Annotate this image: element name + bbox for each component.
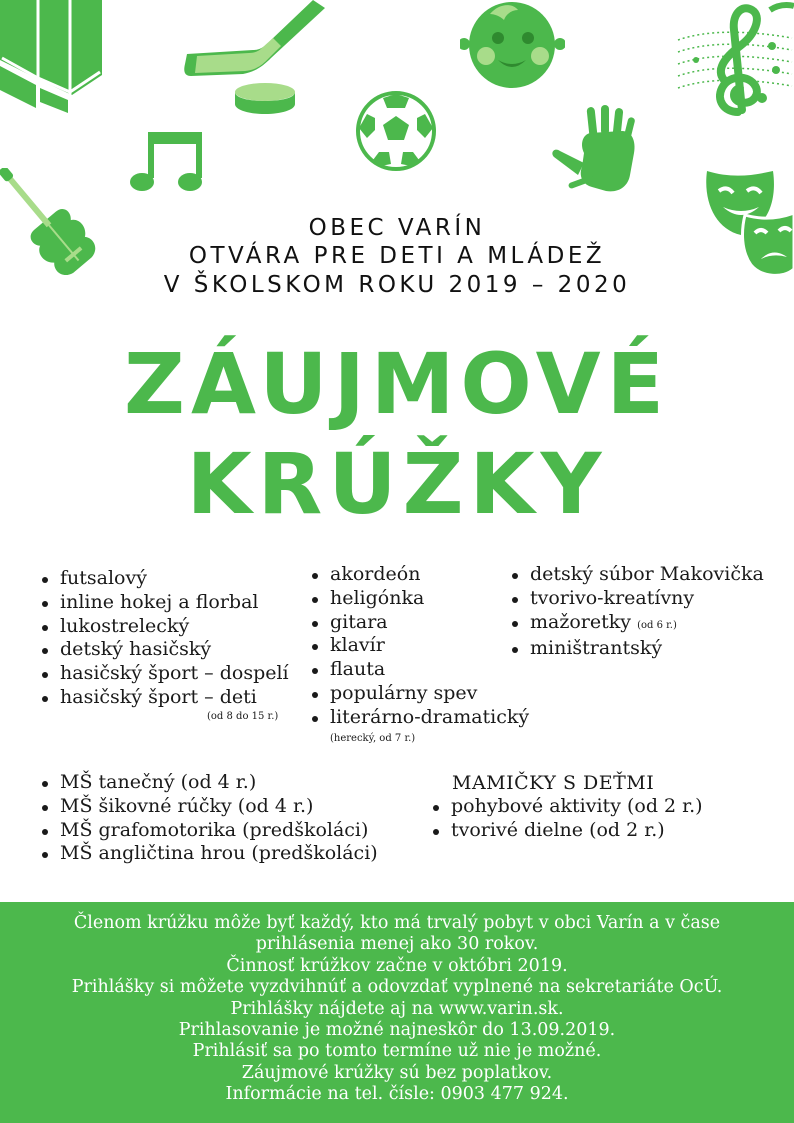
bullet-icon [312, 692, 318, 698]
list-item-label: hasičský šport – deti [60, 685, 257, 708]
bullet-icon [433, 805, 439, 811]
list-item [40, 638, 289, 662]
list-item-label: MŠ tanečný (od 4 r.) [60, 771, 257, 793]
info-footer [0, 902, 794, 1123]
bullet-icon [42, 577, 48, 583]
bullet-icon [433, 829, 439, 835]
hockey-stick-icon [183, 0, 328, 118]
moms-list [431, 795, 703, 843]
list-item [431, 819, 703, 843]
list-item-label: futsalový [60, 567, 147, 589]
bullet-icon [512, 573, 518, 579]
bullet-icon [512, 647, 518, 653]
subtitle-line-1: OBEC VARÍN [308, 215, 486, 241]
books-icon [0, 0, 110, 115]
age-note: (herecký, od 7 r.) [330, 733, 416, 744]
list-item [431, 795, 703, 819]
list-item-label: detský hasičský [60, 638, 212, 661]
subtitle-line-3: V ŠKOLSKOM ROKU 2019 – 2020 [163, 272, 631, 298]
music-list [310, 563, 529, 730]
list-item [310, 682, 529, 706]
list-item-label: MŠ grafomotorika (predškoláci) [60, 818, 369, 841]
list-item-label: literárno-dramatický [330, 705, 530, 728]
list-item-label: miništrantský [530, 637, 663, 660]
main-title-line-2: KRÚŽKY [186, 435, 608, 533]
list-item [40, 842, 378, 866]
list-item [40, 591, 289, 615]
footer-line: Prihlasovanie je možné najneskôr do 13.09.2019. [178, 1020, 616, 1041]
list-item [510, 563, 764, 587]
list-item [40, 795, 378, 819]
bullet-icon [42, 601, 48, 607]
bullet-icon [312, 573, 318, 579]
list-item [40, 615, 289, 639]
kindergarten-list [40, 771, 378, 866]
bullet-icon [312, 716, 318, 722]
list-item-label: flauta [330, 658, 386, 681]
list-item [40, 819, 378, 843]
soccer-ball-icon [355, 90, 437, 172]
list-item-label: MŠ šikovné rúčky (od 4 r.) [60, 794, 314, 817]
list-item-label: MŠ angličtina hrou (predškoláci) [60, 842, 378, 865]
bullet-icon [512, 621, 518, 627]
bullet-icon [42, 696, 48, 702]
footer-line-website: Prihlášky nájdete aj na www.varin.sk. [230, 998, 564, 1019]
list-item [310, 587, 529, 611]
bullet-icon [42, 672, 48, 678]
list-item [310, 563, 529, 587]
treble-clef-icon [676, 0, 794, 120]
footer-line: Prihlášky si môžete vyzdvihnúť a odovzdať vyplnené na sekretariáte OcÚ. [71, 977, 723, 998]
bullet-icon [42, 781, 48, 787]
bullet-icon [42, 852, 48, 858]
age-note: (od 6 r.) [637, 619, 677, 631]
list-item-label: akordeón [330, 563, 421, 585]
bullet-icon [312, 668, 318, 674]
bullet-icon [312, 644, 318, 650]
list-item-label: hasičský šport – dospelí [60, 662, 289, 685]
bullet-icon [312, 597, 318, 603]
bullet-icon [42, 805, 48, 811]
list-item-label: tvorivo-kreatívny [530, 586, 695, 609]
list-item [310, 658, 529, 682]
footer-line: Prihlásiť sa po tomto termíne už nie je možné. [192, 1041, 602, 1062]
hand-print-icon [548, 105, 643, 195]
list-item [40, 771, 378, 795]
creative-list [510, 563, 764, 661]
list-item [310, 634, 529, 658]
music-notes-icon [130, 130, 205, 194]
bullet-icon [512, 597, 518, 603]
list-item-label: lukostrelecký [60, 614, 190, 637]
sports-list [40, 567, 289, 710]
list-item-label: gitara [330, 610, 388, 633]
list-item [510, 587, 764, 611]
list-item [40, 686, 289, 710]
list-item [310, 611, 529, 635]
list-item-label: detský súbor Makovička [530, 563, 764, 585]
bullet-icon [42, 625, 48, 631]
list-item [510, 611, 764, 638]
bullet-icon [42, 829, 48, 835]
footer-line: Záujmové krúžky sú bez poplatkov. [241, 1062, 553, 1083]
list-item-label: pohybové aktivity (od 2 r.) [451, 795, 703, 817]
list-item [310, 706, 529, 730]
list-item-label: populárny spev [330, 681, 478, 704]
moms-group-title: MAMIČKY S DEŤMI [452, 772, 655, 794]
footer-line: Činnosť krúžkov začne v októbri 2019. [226, 955, 568, 976]
main-title-line-1: ZÁUJMOVÉ [124, 335, 670, 433]
list-item-label: tvorivé dielne (od 2 r.) [451, 818, 665, 841]
list-item [510, 637, 764, 661]
list-item [40, 567, 289, 591]
bullet-icon [42, 648, 48, 654]
list-item-label: mažoretky [530, 610, 632, 633]
bullet-icon [312, 621, 318, 627]
age-note: (od 8 do 15 r.) [207, 711, 279, 722]
footer-line: Členom krúžku môže byť každý, kto má trvalý pobyt v obci Varín a v čase [73, 913, 721, 933]
list-item-label: heligónka [330, 586, 425, 609]
subtitle-line-2: OTVÁRA PRE DETI A MLÁDEŽ [188, 243, 606, 269]
list-item-label: klavír [330, 634, 385, 657]
list-item [40, 662, 289, 686]
footer-line: prihlásenia menej ako 30 rokov. [255, 934, 539, 955]
smiley-face-icon [460, 0, 565, 92]
list-item-label: inline hokej a florbal [60, 590, 259, 613]
footer-line-phone: Informácie na tel. čísle: 0903 477 924. [225, 1084, 569, 1105]
